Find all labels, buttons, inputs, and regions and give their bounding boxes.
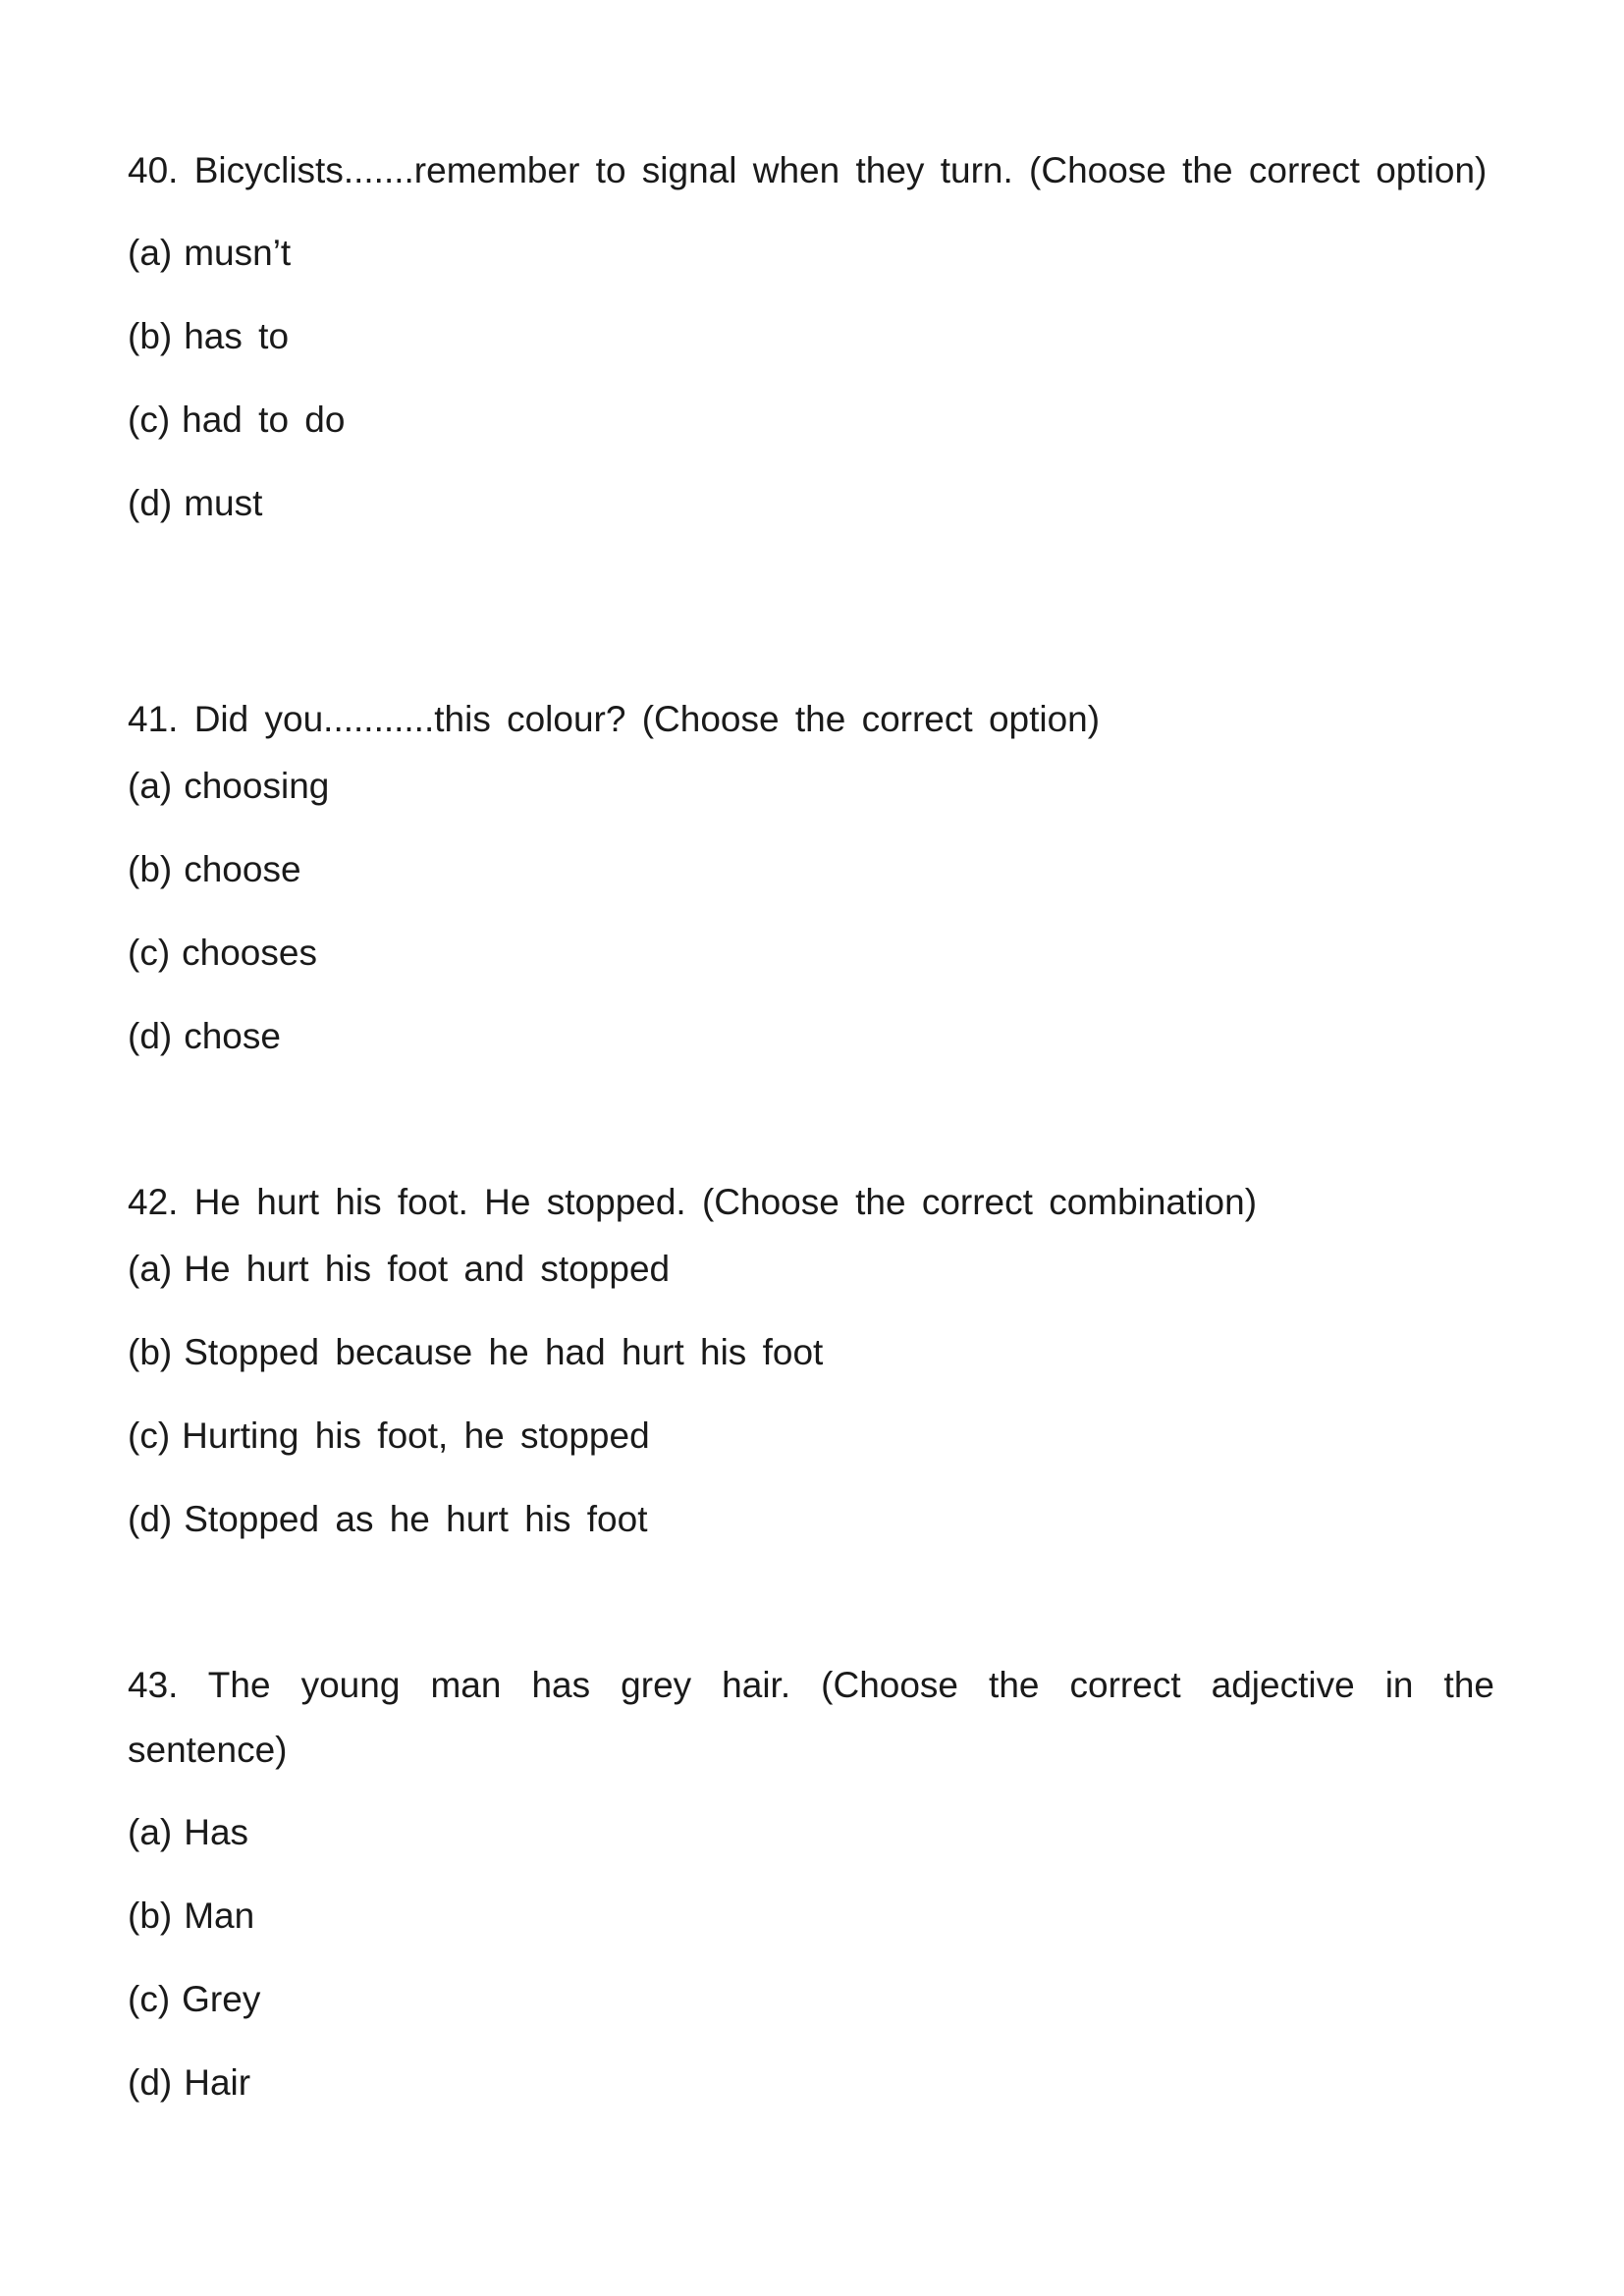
option-label: (a) [128, 1812, 173, 1852]
option-label: (c) [128, 1979, 171, 2019]
option-text: must [184, 483, 263, 523]
option-text: musn’t [184, 233, 292, 273]
option-label: (d) [128, 1016, 173, 1056]
option-text: chose [184, 1016, 281, 1056]
option-label: (a) [128, 233, 173, 273]
option-a [128, 1227, 1494, 1310]
option-label: (c) [128, 1415, 171, 1456]
option-text: Stopped because he had hurt his foot [184, 1332, 824, 1372]
question-stem: 43. The young man has grey hair. (Choose the correct adjective in the sentence) [128, 1665, 1494, 1770]
option-text: Stopped as he hurt his foot [184, 1499, 648, 1539]
option-c [128, 1394, 1494, 1477]
option-label: (b) [128, 849, 173, 889]
question-42 [128, 1170, 1494, 1561]
option-b [128, 294, 1494, 378]
question-stem: 42. He hurt his foot. He stopped. (Choose the correct combination) [128, 1182, 1258, 1222]
option-a [128, 744, 1494, 828]
option-text: choosing [184, 766, 330, 806]
option-label: (a) [128, 1249, 173, 1289]
option-d [128, 2041, 1494, 2124]
option-label: (a) [128, 766, 173, 806]
option-c [128, 378, 1494, 461]
option-text: choose [184, 849, 301, 889]
option-text: He hurt his foot and stopped [184, 1249, 671, 1289]
option-label: (c) [128, 400, 171, 440]
question-40 [128, 138, 1494, 545]
question-41 [128, 687, 1494, 1078]
question-stem: 40. Bicyclists.......remember to signal when they turn. (Choose the correct option) [128, 150, 1488, 190]
option-c [128, 1957, 1494, 2041]
option-d [128, 994, 1494, 1078]
option-text: Grey [182, 1979, 261, 2019]
option-text: Hurting his foot, he stopped [182, 1415, 650, 1456]
option-d [128, 1477, 1494, 1561]
option-text: chooses [182, 933, 317, 973]
option-label: (b) [128, 316, 173, 356]
question-stem: 41. Did you...........this colour? (Choose the correct option) [128, 699, 1101, 739]
option-label: (d) [128, 2062, 173, 2103]
option-c [128, 911, 1494, 994]
option-text: Has [184, 1812, 249, 1852]
option-d [128, 461, 1494, 545]
option-b [128, 1874, 1494, 1957]
option-label: (d) [128, 483, 173, 523]
option-label: (b) [128, 1332, 173, 1372]
option-text: has to [184, 316, 290, 356]
option-text: Hair [184, 2062, 251, 2103]
option-a [128, 1790, 1494, 1874]
option-a [128, 211, 1494, 294]
option-label: (c) [128, 933, 171, 973]
question-43 [128, 1653, 1494, 2124]
option-text: Man [184, 1896, 255, 1936]
option-b [128, 828, 1494, 911]
option-text: had to do [182, 400, 346, 440]
option-b [128, 1310, 1494, 1394]
option-label: (b) [128, 1896, 173, 1936]
option-label: (d) [128, 1499, 173, 1539]
